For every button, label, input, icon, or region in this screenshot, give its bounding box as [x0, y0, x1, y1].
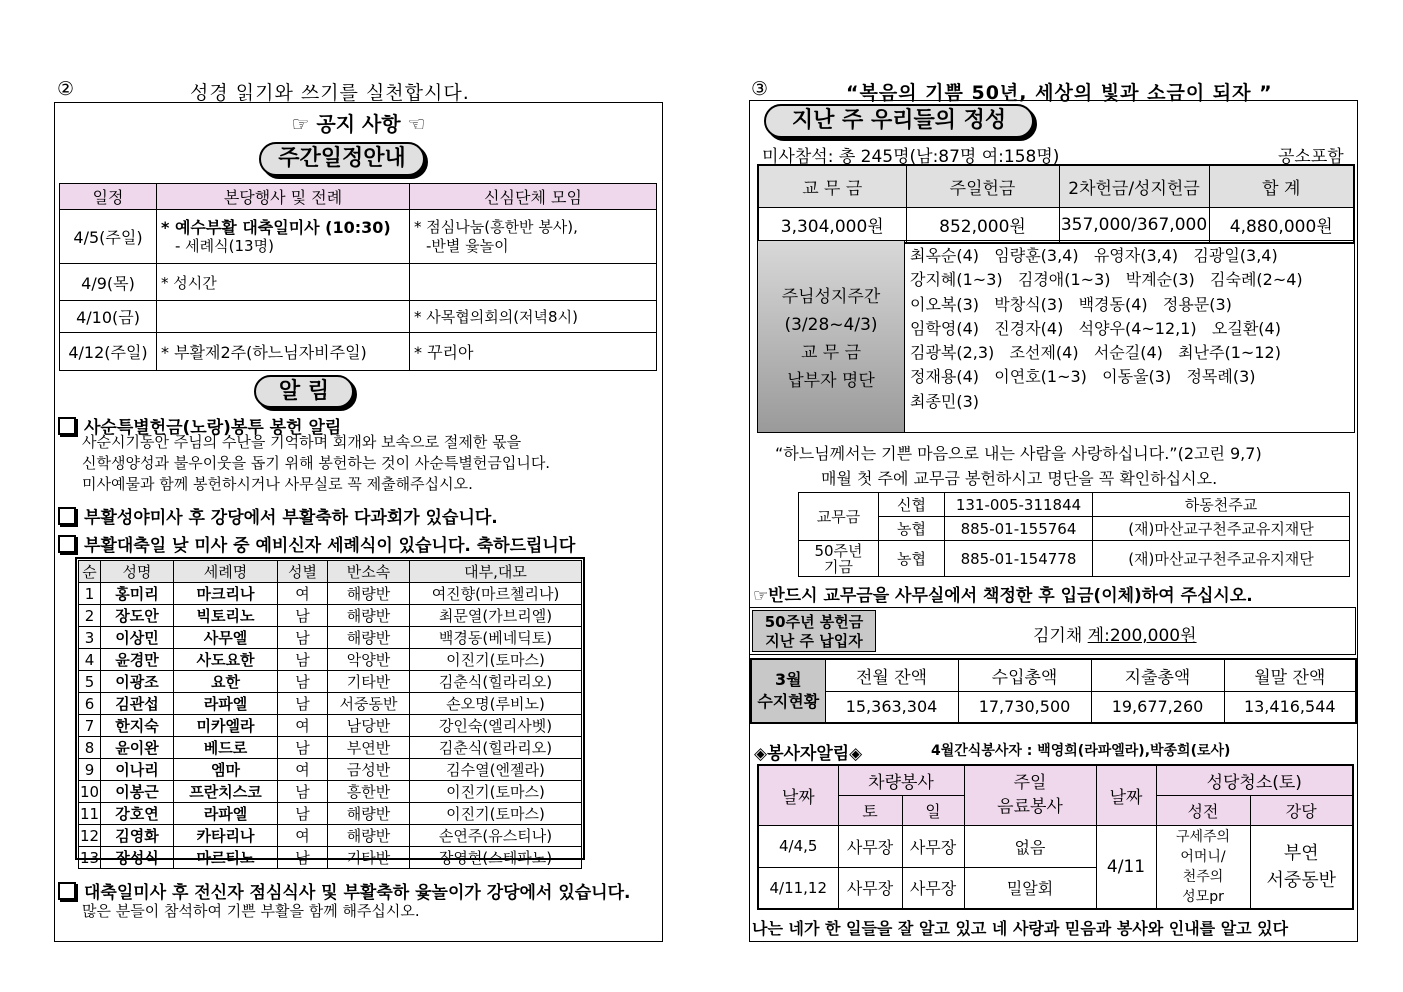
offering-value: 852,000원: [906, 207, 1059, 243]
clean-sanctuary-line: 어머니/: [1180, 848, 1226, 865]
baptism-cell: 8: [79, 737, 101, 759]
square-bullet-icon: [58, 417, 76, 435]
baptism-cell: 5: [79, 671, 101, 693]
baptism-cell: 강호연: [101, 803, 174, 825]
baptism-row: [79, 803, 582, 825]
baptism-cell: 이상민: [101, 627, 174, 649]
baptism-row: [79, 627, 582, 649]
baptism-cell: 베드로: [174, 737, 278, 759]
account-table: [798, 492, 1350, 577]
schedule-table: [59, 183, 657, 371]
donor-line: 임학영(4) 진경자(4) 석양우(4~12,1) 오길환(4): [910, 318, 1281, 338]
baptism-cell: 윤이완: [101, 737, 174, 759]
schedule-date: 4/5(주일): [60, 210, 157, 264]
baptism-cell: 남: [278, 671, 328, 693]
fund-label-line: 지난 주 납입자: [765, 632, 863, 650]
donor-label: [757, 240, 905, 433]
baptism-row: [79, 583, 582, 605]
account-label-line: 50주년: [814, 541, 863, 560]
schedule-group: * 사목협의회의(저녁8시): [410, 301, 657, 333]
baptism-cell: 엠마: [174, 759, 278, 781]
clean-sanctuary-line: 구세주의: [1175, 828, 1231, 845]
schedule-event: - 세례식(13명): [175, 236, 274, 255]
baptism-cell: 김수열(엔젤라): [410, 759, 582, 781]
baptism-header-row: [79, 561, 582, 583]
baptism-cell: 라파엘: [174, 693, 278, 715]
baptism-cell: 라파엘: [174, 803, 278, 825]
baptism-table: [78, 560, 582, 869]
donor-label-line: 주님성지주간: [781, 287, 881, 307]
baptism-cell: 남: [278, 627, 328, 649]
baptism-row: [79, 847, 582, 869]
offering-header: 교 무 금: [758, 165, 906, 207]
schedule-date: 4/9(목): [60, 264, 157, 301]
baptism-cell: 3: [79, 627, 101, 649]
baptism-cell: 남: [278, 693, 328, 715]
donor-line: 최종민(3): [910, 391, 980, 411]
schedule-date: 4/12(주일): [60, 333, 157, 371]
schedule-date: 4/10(금): [60, 301, 157, 333]
notice-item-title: 부활대축일 낮 미사 중 예비신자 세례식이 있습니다. 축하드립니다: [84, 536, 576, 556]
baptism-cell: 강인숙(엘리사벳): [410, 715, 582, 737]
baptism-cell: 12: [79, 826, 100, 845]
left-page-header: 성경 읽기와 쓰기를 실천합시다.: [190, 82, 470, 104]
baptism-cell: 남: [278, 847, 328, 869]
finance-label-line: 수지현황: [757, 692, 820, 711]
baptism-header: 성별: [278, 561, 328, 583]
account-holder: (재)마산교구천주교유지재단: [1093, 541, 1350, 577]
square-bullet-icon: [58, 882, 76, 900]
baptism-cell: 흥한반: [328, 781, 410, 803]
finance-table: [750, 658, 1357, 724]
baptism-cell: 해량반: [328, 627, 410, 649]
clean-hall-line: 서중동반: [1266, 869, 1337, 891]
baptism-cell: 손연주(유스티나): [410, 825, 582, 847]
baptism-cell: 6: [79, 693, 101, 715]
volunteer-sun: 사무장: [902, 867, 964, 909]
baptism-cell: 여: [278, 759, 328, 781]
baptism-row: [79, 693, 582, 715]
right-page-number: ③: [751, 78, 769, 100]
notice-item-title: 사순특별헌금(노랑)봉투 봉헌 알림: [84, 418, 342, 438]
fund-payer-name: 김기채: [1033, 626, 1088, 646]
volunteer-drink: 밀알회: [964, 867, 1096, 909]
volunteer-header-drink-line: 주일: [1013, 773, 1047, 794]
account-holder: 하동천주교: [1093, 493, 1350, 517]
baptism-cell: 2: [79, 605, 101, 627]
donor-line: 강지혜(1~3) 김경애(1~3) 박계순(3) 김숙례(2~4): [910, 270, 1303, 290]
baptism-row: [79, 781, 582, 803]
baptism-cell: 김춘식(힐라리오): [410, 737, 582, 759]
baptism-cell: 이진기(토마스): [410, 803, 582, 825]
offering-table: [757, 164, 1355, 244]
account-label: [799, 541, 879, 577]
baptism-cell: 미카엘라: [174, 715, 278, 737]
baptism-cell: 카타리나: [174, 825, 278, 847]
notice-title: ☞ 공지 사항 ☜: [291, 112, 426, 136]
volunteer-snack: 4월간식봉사자 : 백영희(라파엘라),박종희(로사): [931, 743, 1231, 759]
account-label: 교무금: [799, 493, 879, 541]
notice-body-line: 사순시기동안 주님의 수난을 기억하며 회개와 보속으로 절제한 몫을: [82, 433, 522, 451]
volunteer-header-vehicle: 차량봉사: [838, 765, 964, 795]
schedule-event: * 성시간: [157, 264, 410, 301]
baptism-row: [79, 759, 582, 781]
baptism-cell: 홍미리: [101, 583, 174, 605]
volunteer-header-sanctuary: 성전: [1156, 795, 1250, 825]
account-holder: (재)마산교구천주교유지재단: [1093, 517, 1350, 541]
square-bullet-icon: [58, 535, 76, 553]
volunteer-header-drink-line: 음료봉사: [997, 797, 1063, 818]
baptism-cell: 여: [278, 715, 328, 737]
baptism-cell: 남: [278, 781, 328, 803]
volunteer-sat: 사무장: [838, 825, 902, 867]
notice-item-title: 부활성야미사 후 강당에서 부활축하 다과회가 있습니다.: [84, 508, 498, 528]
baptism-cell: 해량반: [328, 583, 410, 605]
baptism-cell: 백경동(베네딕토): [410, 627, 582, 649]
finance-value: 17,730,500: [958, 691, 1091, 723]
clean-hall: [1250, 825, 1353, 909]
baptism-cell: 남당반: [328, 715, 410, 737]
clean-sanctuary-line: 성모pr: [1182, 888, 1224, 905]
baptism-cell: 11: [79, 804, 100, 823]
finance-header: 지출총액: [1091, 659, 1224, 691]
volunteer-date: 4/11,12: [758, 867, 838, 909]
baptism-cell: 9: [79, 759, 101, 781]
volunteer-header-sun: 일: [902, 795, 964, 825]
offering-header: 2차헌금/성지헌금: [1059, 165, 1209, 207]
baptism-cell: 장성식: [101, 847, 174, 869]
baptism-cell: 사도요한: [174, 649, 278, 671]
verse: “하느님께서는 기쁜 마음으로 내는 사람을 사랑하십니다.”(2고린 9,7): [775, 444, 1262, 463]
schedule-header-row: [60, 184, 657, 210]
offering-value: 3,304,000원: [758, 207, 906, 243]
volunteer-header-sat: 토: [838, 795, 902, 825]
verse-note: 매월 첫 주에 교무금 봉헌하시고 명단을 꼭 확인하십시오.: [821, 469, 1218, 488]
offering-header: 주일헌금: [906, 165, 1059, 207]
schedule-row: [60, 301, 657, 333]
baptism-cell: 금성반: [328, 759, 410, 781]
alim-title: 알 림: [254, 375, 354, 408]
finance-label: [751, 659, 825, 723]
donor-label-line: 교 무 금: [800, 343, 862, 363]
baptism-cell: 손오명(루비노): [410, 693, 582, 715]
schedule-header-date: 일정: [60, 184, 157, 210]
baptism-cell: 마크리나: [174, 583, 278, 605]
clean-hall-line: 부연: [1283, 842, 1319, 864]
square-bullet-icon: [58, 507, 76, 525]
donor-line: 김광복(2,3) 조선제(4) 서순길(4) 최난주(1~12): [910, 343, 1281, 363]
schedule-group: * 점심나눔(흥한반 봉사),: [414, 217, 578, 236]
baptism-cell: 장도안: [101, 605, 174, 627]
baptism-cell: 김영화: [101, 825, 174, 847]
baptism-header: 세례명: [174, 561, 278, 583]
baptism-cell: 김관섭: [101, 693, 174, 715]
baptism-cell: 여: [278, 583, 328, 605]
finance-header: 수입총액: [958, 659, 1091, 691]
bank-name: 신협: [879, 493, 945, 517]
baptism-cell: 부연반: [328, 737, 410, 759]
baptism-row: [79, 671, 582, 693]
donor-list: [910, 244, 1303, 414]
volunteer-header-date2: 날짜: [1096, 765, 1156, 825]
offering-value: 357,000/367,000: [1059, 207, 1209, 243]
finance-label-line: 3월: [774, 670, 802, 689]
baptism-cell: 이광조: [101, 671, 174, 693]
baptism-cell: 프란치스코: [174, 781, 278, 803]
fund-label: [752, 610, 876, 652]
baptism-cell: 마르티노: [174, 847, 278, 869]
finance-value: 19,677,260: [1091, 691, 1224, 723]
baptism-cell: 해량반: [328, 803, 410, 825]
baptism-header: 성명: [101, 561, 174, 583]
schedule-event: * 부활제2주(하느님자비주일): [157, 333, 410, 371]
baptism-cell: 윤경만: [101, 649, 174, 671]
volunteer-header-clean: 성당청소(토): [1156, 765, 1353, 795]
donor-line: 정재용(4) 이연호(1~3) 이동울(3) 정목례(3): [910, 367, 1256, 387]
baptism-cell: 악양반: [328, 649, 410, 671]
donor-line: 최옥순(4) 임량훈(3,4) 유영자(3,4) 김광일(3,4): [910, 246, 1278, 265]
finance-value: 13,416,544: [1224, 691, 1356, 723]
notice-item-title: 대축일미사 후 전신자 점심식사 및 부활축하 윷놀이가 강당에서 있습니다.: [84, 883, 631, 903]
baptism-cell: 이진기(토마스): [410, 649, 582, 671]
baptism-cell: 한지숙: [101, 715, 174, 737]
baptism-cell: 요한: [174, 671, 278, 693]
baptism-cell: 사무엘: [174, 627, 278, 649]
account-number: 885-01-154778: [945, 541, 1093, 577]
baptism-cell: 여진향(마르첼리나): [410, 583, 582, 605]
baptism-cell: 남: [278, 605, 328, 627]
schedule-group: * 꾸리아: [410, 333, 657, 371]
baptism-header: 순: [79, 561, 101, 583]
offering-header: 합 계: [1209, 165, 1354, 207]
notice-item-body: 많은 분들이 참석하여 기쁜 부활을 함께 해주십시오.: [82, 902, 420, 920]
notice-body-line: 미사예물과 함께 봉헌하시거나 사무실로 꼭 제출해주십시오.: [82, 475, 473, 493]
baptism-cell: 이진기(토마스): [410, 781, 582, 803]
volunteer-header-date: 날짜: [758, 765, 838, 825]
schedule-header-events: 본당행사 및 전례: [157, 184, 410, 210]
finance-header: 월말 잔액: [1224, 659, 1356, 691]
schedule-row: [60, 264, 657, 301]
deposit-note: ☞반드시 교무금을 사무실에서 책정한 후 입금(이체)하여 주십시오.: [753, 586, 1253, 606]
baptism-cell: 장영현(스테파노): [410, 847, 582, 869]
baptism-header: 대부,대모: [410, 561, 582, 583]
baptism-row: [79, 737, 582, 759]
baptism-cell: 기타반: [328, 847, 410, 869]
baptism-header: 반소속: [328, 561, 410, 583]
weekly-schedule-title: 주간일정안내: [259, 142, 425, 176]
baptism-cell: 남: [278, 649, 328, 671]
baptism-cell: 남: [278, 737, 328, 759]
attendance: 미사참석: 총 245명(남:87명 여:158명): [762, 147, 1060, 167]
fund-payer: [1033, 621, 1197, 646]
clean-sanctuary-line: 천주의: [1182, 868, 1224, 885]
fund-label-line: 50주년 봉헌금: [764, 613, 864, 631]
finance-header: 전월 잔액: [825, 659, 958, 691]
baptism-row: [79, 715, 582, 737]
volunteer-header-hall: 강당: [1250, 795, 1353, 825]
schedule-group: -반별 윷놀이: [426, 236, 509, 255]
schedule-header-groups: 신심단체 모임: [410, 184, 657, 210]
fund-amount: 계:200,000원: [1087, 626, 1197, 646]
account-number: 885-01-155764: [945, 517, 1093, 541]
attendance-note: 공소포함: [1278, 147, 1344, 167]
baptism-cell: 남: [278, 803, 328, 825]
baptism-cell: 13: [79, 848, 100, 867]
bank-name: 농협: [879, 517, 945, 541]
right-page-header: “복음의 기쁨 50년, 세상의 빛과 소금이 되자 ”: [846, 82, 1273, 104]
volunteer-header-drink: [964, 765, 1096, 825]
offering-title: 지난 주 우리들의 정성: [764, 104, 1034, 138]
volunteer-table: [757, 764, 1354, 910]
baptism-cell: 빅토리노: [174, 605, 278, 627]
donor-line: 이오복(3) 박창식(3) 백경동(4) 정용문(3): [910, 294, 1232, 314]
baptism-cell: 여: [278, 825, 328, 847]
notice-item: [58, 503, 498, 528]
baptism-row: [79, 605, 582, 627]
bank-name: 농협: [879, 541, 945, 577]
baptism-cell: 1: [79, 583, 101, 605]
notice-item: [58, 878, 630, 903]
baptism-cell: 김춘식(힐라리오): [410, 671, 582, 693]
notice-item-body: [82, 432, 550, 495]
offering-value: 4,880,000원: [1209, 207, 1354, 243]
baptism-cell: 해량반: [328, 825, 410, 847]
schedule-row: [60, 333, 657, 371]
clean-sanctuary: [1156, 825, 1250, 909]
volunteer-sat: 사무장: [838, 867, 902, 909]
donor-label-line: 납부자 명단: [787, 371, 875, 391]
volunteer-title: ◈봉사자알림◈: [754, 744, 863, 764]
finance-value: 15,363,304: [825, 691, 958, 723]
notice-item: [58, 531, 575, 556]
baptism-cell: 이나리: [101, 759, 174, 781]
schedule-row: [60, 210, 657, 264]
baptism-row: [79, 649, 582, 671]
volunteer-sun: 사무장: [902, 825, 964, 867]
clean-date: 4/11: [1096, 825, 1156, 909]
baptism-cell: 최문열(가브리엘): [410, 605, 582, 627]
donor-label-line: (3/28~4/3): [784, 315, 878, 335]
volunteer-date: 4/4,5: [758, 825, 838, 867]
baptism-cell: 기타반: [328, 671, 410, 693]
notice-body-line: 신학생양성과 불우이웃을 돕기 위해 봉헌하는 것이 사순특별헌금입니다.: [82, 454, 551, 472]
baptism-cell: 해량반: [328, 605, 410, 627]
schedule-event: * 예수부활 대축일미사 (10:30): [161, 217, 391, 237]
baptism-cell: 이봉근: [101, 781, 174, 803]
left-page-number: ②: [57, 78, 75, 100]
account-number: 131-005-311844: [945, 493, 1093, 517]
baptism-cell: 4: [79, 649, 101, 671]
baptism-row: [79, 825, 582, 847]
footer-verse: 나는 네가 한 일들을 잘 알고 있고 네 사랑과 믿음과 봉사와 인내를 알고 있다: [752, 919, 1289, 938]
volunteer-drink: 없음: [964, 825, 1096, 867]
baptism-cell: 서중동반: [328, 693, 410, 715]
baptism-cell: 10: [79, 782, 100, 801]
baptism-cell: 7: [79, 715, 101, 737]
account-label-line: 기금: [824, 557, 853, 576]
